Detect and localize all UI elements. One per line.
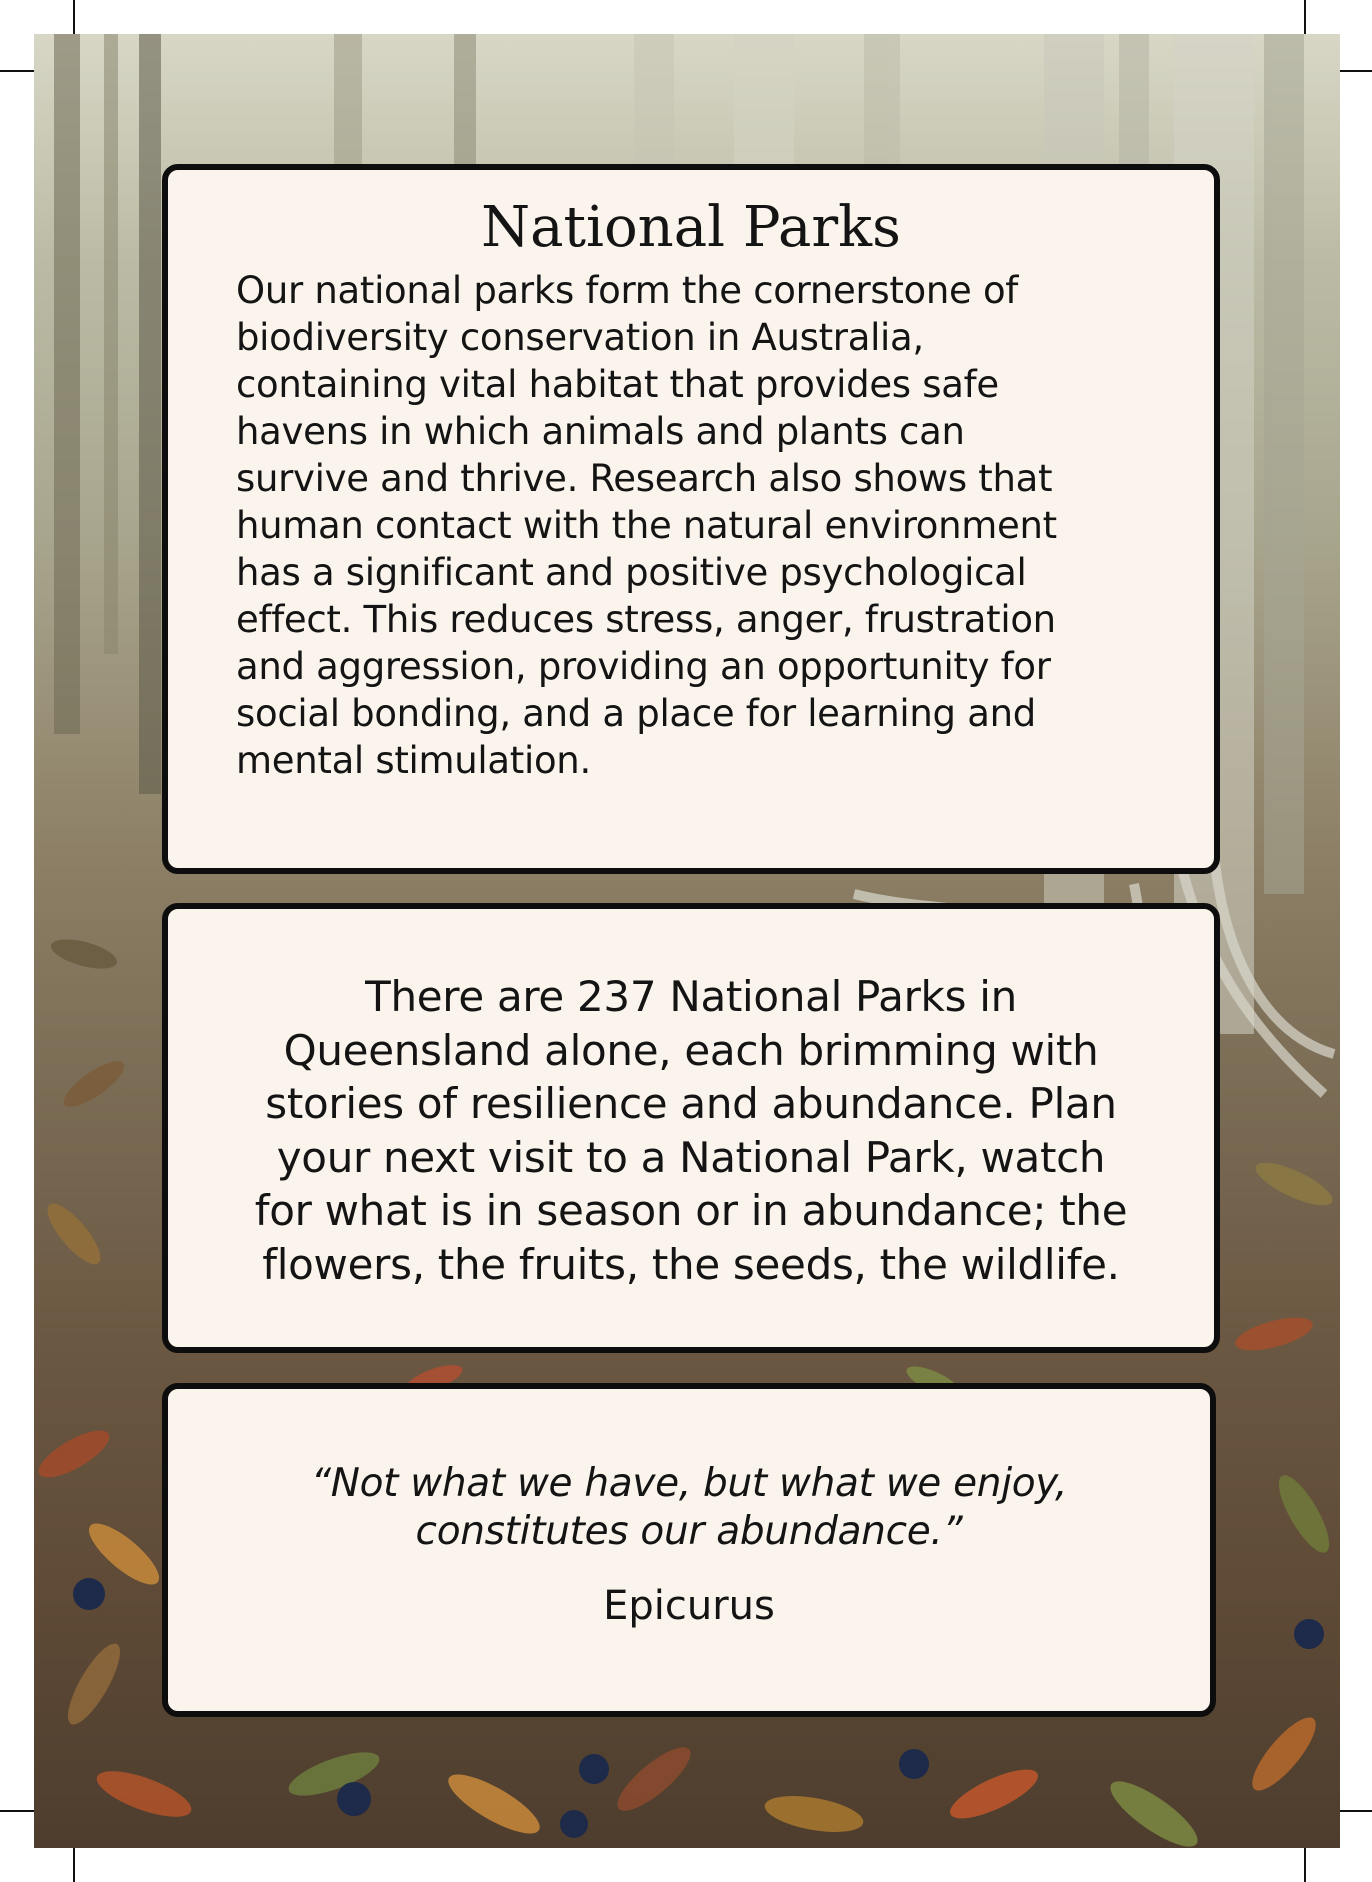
crop-mark-right-bottom — [1340, 1810, 1372, 1812]
fact-paragraph: There are 237 National Parks in Queensland alone, each brimming with stories of resilience and abundance. Plan your next visit to a National Park, watch for what is in season or in abundance; the flowers, the fruits, the seeds, the wildlife. — [254, 972, 1128, 1289]
quote-text: “Not what we have, but what we enjoy, constitutes our abundance.” — [310, 1461, 1068, 1554]
crop-mark-top-left — [73, 0, 75, 34]
page-title: National Parks — [481, 195, 901, 260]
crop-mark-left-bottom — [0, 1810, 34, 1812]
crop-mark-bottom-left — [73, 1848, 75, 1882]
quote-panel — [162, 1383, 1216, 1717]
intro-paragraph: Our national parks form the cornerstone of biodiversity conservation in Australia, containing vital habitat that provides safe havens in which animals and plants can survive and thrive. Research also shows that human contact with the natural environment has a significant and positive psychological effect. This reduces stress, anger, frustration and aggression, providing an opportunity for social bonding, and a place for learning and mental stimulation. — [236, 269, 1057, 782]
crop-mark-left-top — [0, 70, 34, 72]
quote-attribution: Epicurus — [603, 1583, 775, 1629]
crop-mark-right-top — [1340, 70, 1372, 72]
intro-panel — [162, 164, 1220, 874]
crop-mark-top-right — [1304, 0, 1306, 34]
fact-panel — [162, 903, 1220, 1353]
crop-mark-bottom-right — [1304, 1848, 1306, 1882]
